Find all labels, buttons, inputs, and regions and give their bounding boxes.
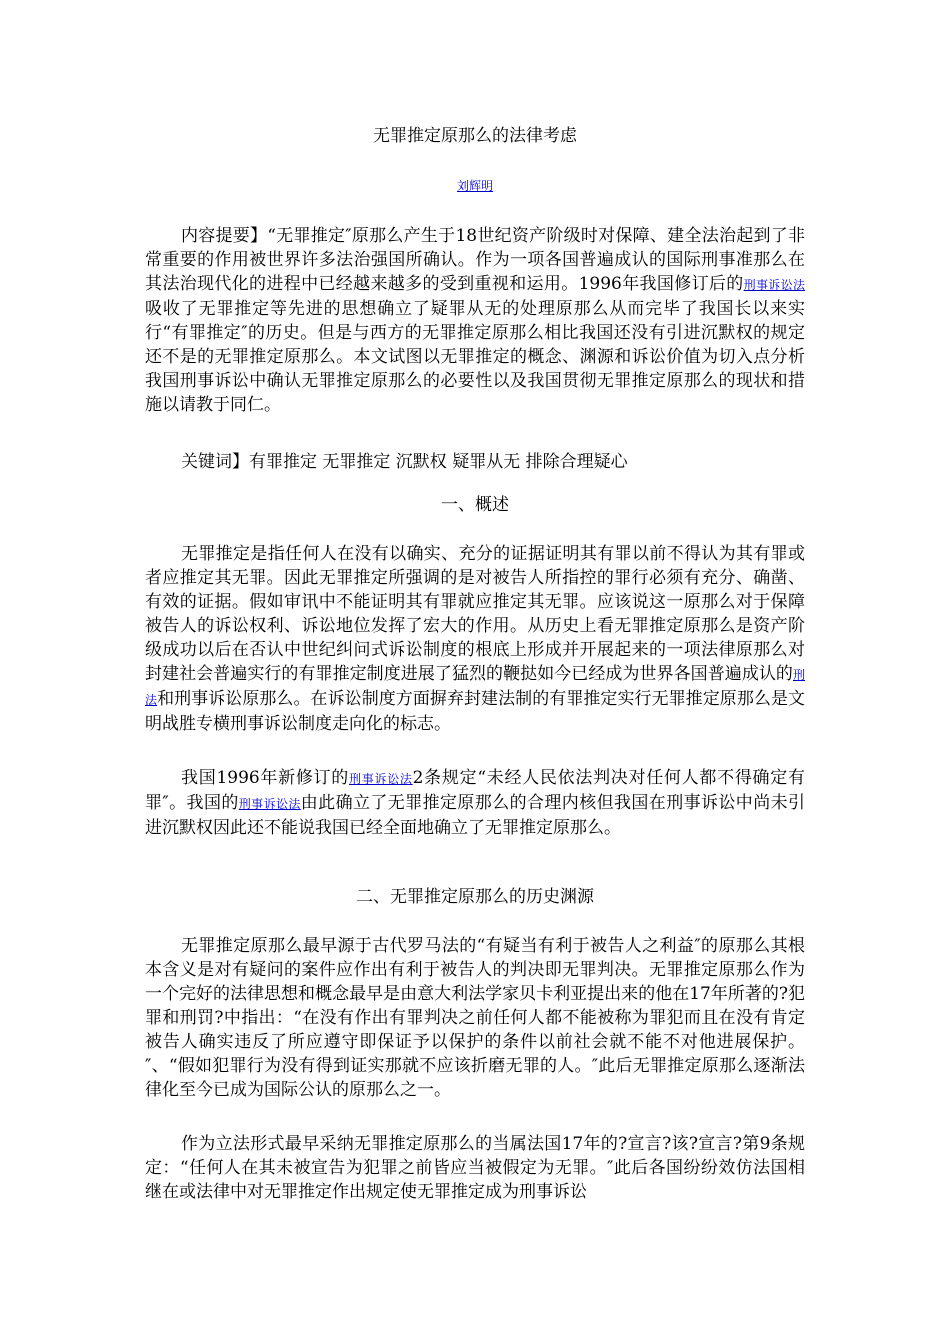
overview-text-1: 无罪推定是指任何人在没有以确实、充分的证据证明其有罪以前不得认为其有罪或者应推定其无罪。因此无罪推定所强调的是对被告人所指控的罪行必须有充分、确凿、有效的证据。假如审讯中不能证明其有罪就应推定其无罪。应该说这一原那么对于保障被告人的诉讼权利、诉讼地位发挥了宏大的作用。从历史上看无罪推定原那么是资产阶级成功以后在否认中世纪纠问式诉讼制度的根底上形成并开展起来的一项法律原那么对封建社会普遍实行的有罪推定制度进展了猛烈的鞭挞如今已经成为世界各国普遍成认的 xyxy=(145,544,805,684)
overview-text-4: 2条规定“未经人民依法判决对任何人都不得确定有罪″。我国的 xyxy=(145,768,805,813)
document-title: 无罪推定原那么的法律考虑 xyxy=(373,126,577,146)
link-criminal-procedure-law-2[interactable]: 刑事诉讼法 xyxy=(349,772,413,786)
overview-paragraph-2 xyxy=(145,766,805,840)
abstract-text-2: 吸收了无罪推定等先进的思想确立了疑罪从无的处理原那么从而完毕了我国长以来实行“有罪推定″的历史。但是与西方的无罪推定原那么相比我国还没有引进沉默权的规定还不是的无罪推定原那么。本文试图以无罪推定的概念、渊源和诉讼价值为切入点分析我国刑事诉讼中确认无罪推定原那么的必要性以及我国贯彻无罪推定原那么的现状和措施以请教于同仁。 xyxy=(145,299,805,415)
section-heading-history: 二、无罪推定原那么的历史渊源 xyxy=(356,887,594,907)
link-criminal-law[interactable]: 刑法 xyxy=(145,668,805,707)
section-heading-overview: 一、概述 xyxy=(441,495,509,515)
abstract-text-1: 内容提要】“无罪推定″原那么产生于18世纪资产阶级时对保障、建全法治起到了非常重要的作用被世界许多法治强国所确认。作为一项各国普遍成认的国际刑事准那么在其法治现代化的进程中已经越来越多的受到重视和运用。1996年我国修订后的 xyxy=(145,226,805,294)
overview-text-5: 由此确立了无罪推定原那么的合理内核但我国在刑事诉讼中尚未引进沉默权因此还不能说我国已经全面地确立了无罪推定原那么。 xyxy=(145,793,805,838)
author-byline xyxy=(0,176,950,196)
overview-text-3: 我国1996年新修订的 xyxy=(181,768,350,788)
overview-paragraph-1 xyxy=(145,542,805,736)
overview-text-2: 和刑事诉讼原那么。在诉讼制度方面摒弃封建法制的有罪推定实行无罪推定原那么是文明战胜专横刑事诉讼制度走向化的标志。 xyxy=(145,689,805,734)
abstract-paragraph xyxy=(145,224,805,417)
link-criminal-procedure-law[interactable]: 刑事诉讼法 xyxy=(743,278,805,292)
history-paragraph-2: 作为立法形式最早采纳无罪推定原那么的当属法国17年的?宣言?该?宣言?第9条规定：“任何人在其未被宣告为犯罪之前皆应当被假定为无罪。″此后各国纷纷效仿法国相继在或法律中对无罪推定作出规定使无罪推定成为刑事诉讼 xyxy=(145,1134,805,1202)
history-paragraph-1: 无罪推定原那么最早源于古代罗马法的“有疑当有利于被告人之利益″的原那么其根本含义是对有疑问的案件应作出有利于被告人的判决即无罪判决。无罪推定原那么作为一个完好的法律思想和概念最早是由意大利法学家贝卡利亚提出来的他在17年所著的?犯罪和刑罚?中指出：“在没有作出有罪判决之前任何人都不能被称为罪犯而且在没有肯定被告人确实违反了所应遵守即保证予以保护的条件以前社会就不能不对他进展保护。″、“假如犯罪行为没有得到证实那就不应该折磨无罪的人。″此后无罪推定原那么逐渐法律化至今已成为国际公认的原那么之一。 xyxy=(145,936,805,1100)
author-link[interactable]: 刘辉明 xyxy=(456,179,493,193)
link-criminal-procedure-law-3[interactable]: 刑事诉讼法 xyxy=(238,797,301,811)
keywords-paragraph: 关键词】有罪推定 无罪推定 沉默权 疑罪从无 排除合理疑心 xyxy=(181,452,628,472)
